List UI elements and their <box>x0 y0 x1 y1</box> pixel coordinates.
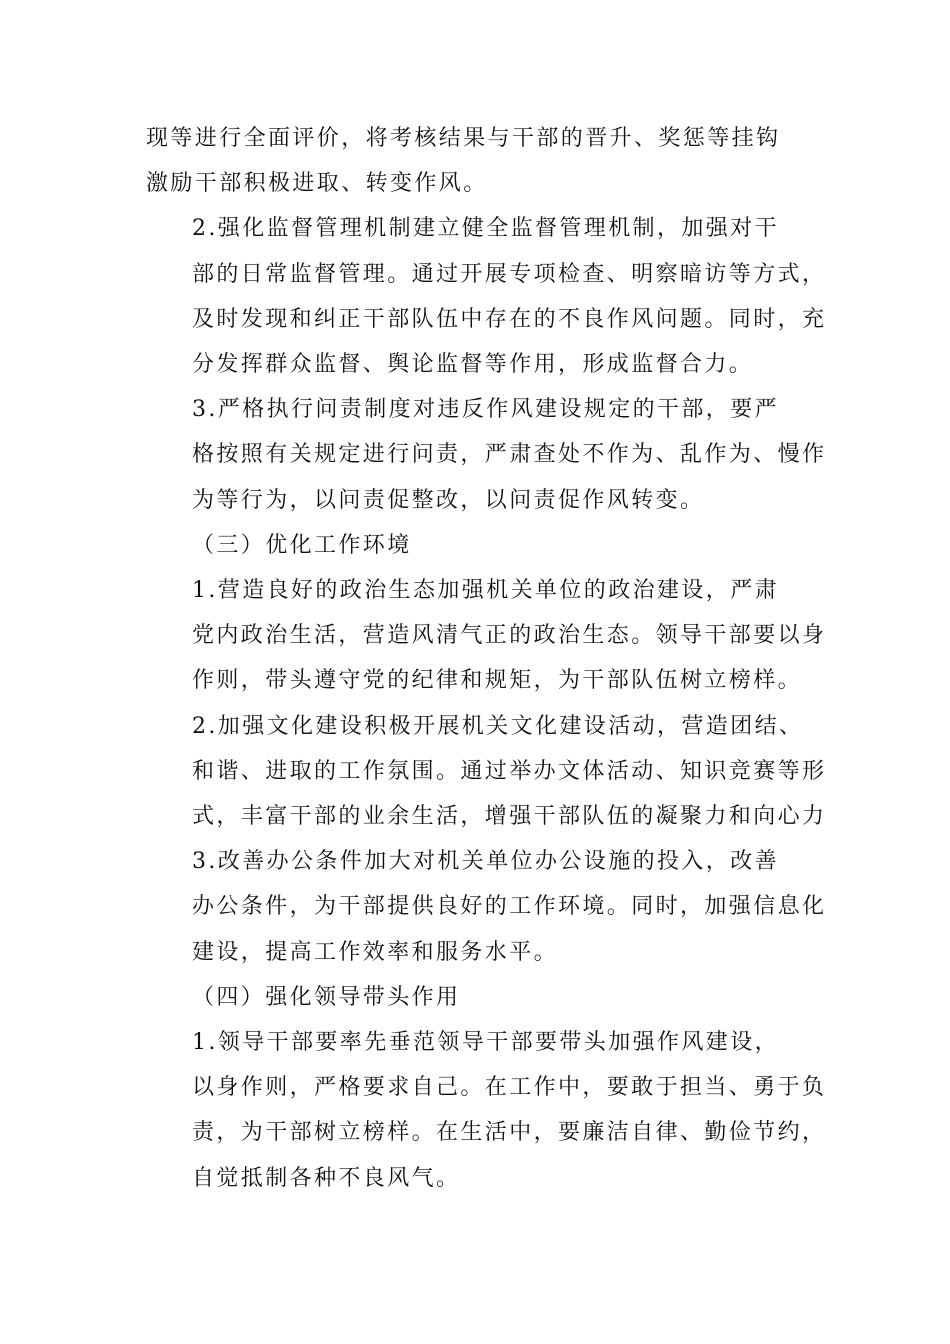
paragraph-lead-by-example <box>146 1020 827 1201</box>
text-line: 格按照有关规定进行问责，严肃查处不作为、乱作为、慢作 <box>192 442 827 468</box>
text-line: 分发挥群众监督、舆论监督等作用，形成监督合力。 <box>192 352 754 378</box>
text-line: 部的日常监督管理。通过开展专项检查、明察暗访等方式， <box>192 261 827 287</box>
paragraph-accountability <box>146 387 827 523</box>
text-line: 以身作则，严格要求自己。在工作中，要敢于担当、勇于负 <box>192 1075 827 1101</box>
paragraph-evaluation-continued <box>146 116 816 206</box>
text-line: 2.加强文化建设积极开展机关文化建设活动，营造团结、 <box>192 713 804 739</box>
text-line: 作则，带头遵守党的纪律和规矩，为干部队伍树立榜样。 <box>192 668 803 694</box>
section-heading-leadership: （四）强化领导带头作用 <box>192 984 461 1010</box>
paragraph-supervision-mechanism <box>146 206 827 387</box>
paragraph-office-conditions <box>146 839 827 975</box>
text-line: 为等行为，以问责促整改，以问责促作风转变。 <box>192 487 705 513</box>
text-line: 建设，提高工作效率和服务水平。 <box>192 939 559 965</box>
text-line: 自觉抵制各种不良风气。 <box>192 1165 461 1191</box>
text-line: 办公条件，为干部提供良好的工作环境。同时，加强信息化 <box>192 894 827 920</box>
text-line: 党内政治生活，营造风清气正的政治生态。领导干部要以身 <box>192 623 827 649</box>
text-line: 3.严格执行问责制度对违反作风建设规定的干部，要严 <box>192 397 779 423</box>
text-line: 和谐、进取的工作氛围。通过举办文体活动、知识竞赛等形 <box>192 758 827 784</box>
text-line: 现等进行全面评价，将考核结果与干部的晋升、奖惩等挂钩 <box>146 126 781 151</box>
text-line: 式，丰富干部的业余生活，增强干部队伍的凝聚力和向心力 <box>192 804 827 830</box>
paragraph-culture-building <box>146 704 827 840</box>
text-line: 3.改善办公条件加大对机关单位办公设施的投入，改善 <box>192 849 779 875</box>
text-line: 激励干部积极进取、转变作风。 <box>146 171 488 197</box>
text-line: 1.营造良好的政治生态加强机关单位的政治建设，严肃 <box>192 578 779 604</box>
document-body <box>146 116 827 1201</box>
text-line: 1.领导干部要率先垂范领导干部要带头加强作风建设， <box>192 1030 779 1056</box>
text-line: 责，为干部树立榜样。在生活中，要廉洁自律、勤俭节约， <box>192 1120 827 1146</box>
paragraph-political-ecology <box>146 568 827 704</box>
section-heading-work-environment: （三）优化工作环境 <box>192 532 412 558</box>
text-line: 及时发现和纠正干部队伍中存在的不良作风问题。同时，充 <box>192 306 827 332</box>
text-line: 2.强化监督管理机制建立健全监督管理机制，加强对干 <box>192 216 779 242</box>
